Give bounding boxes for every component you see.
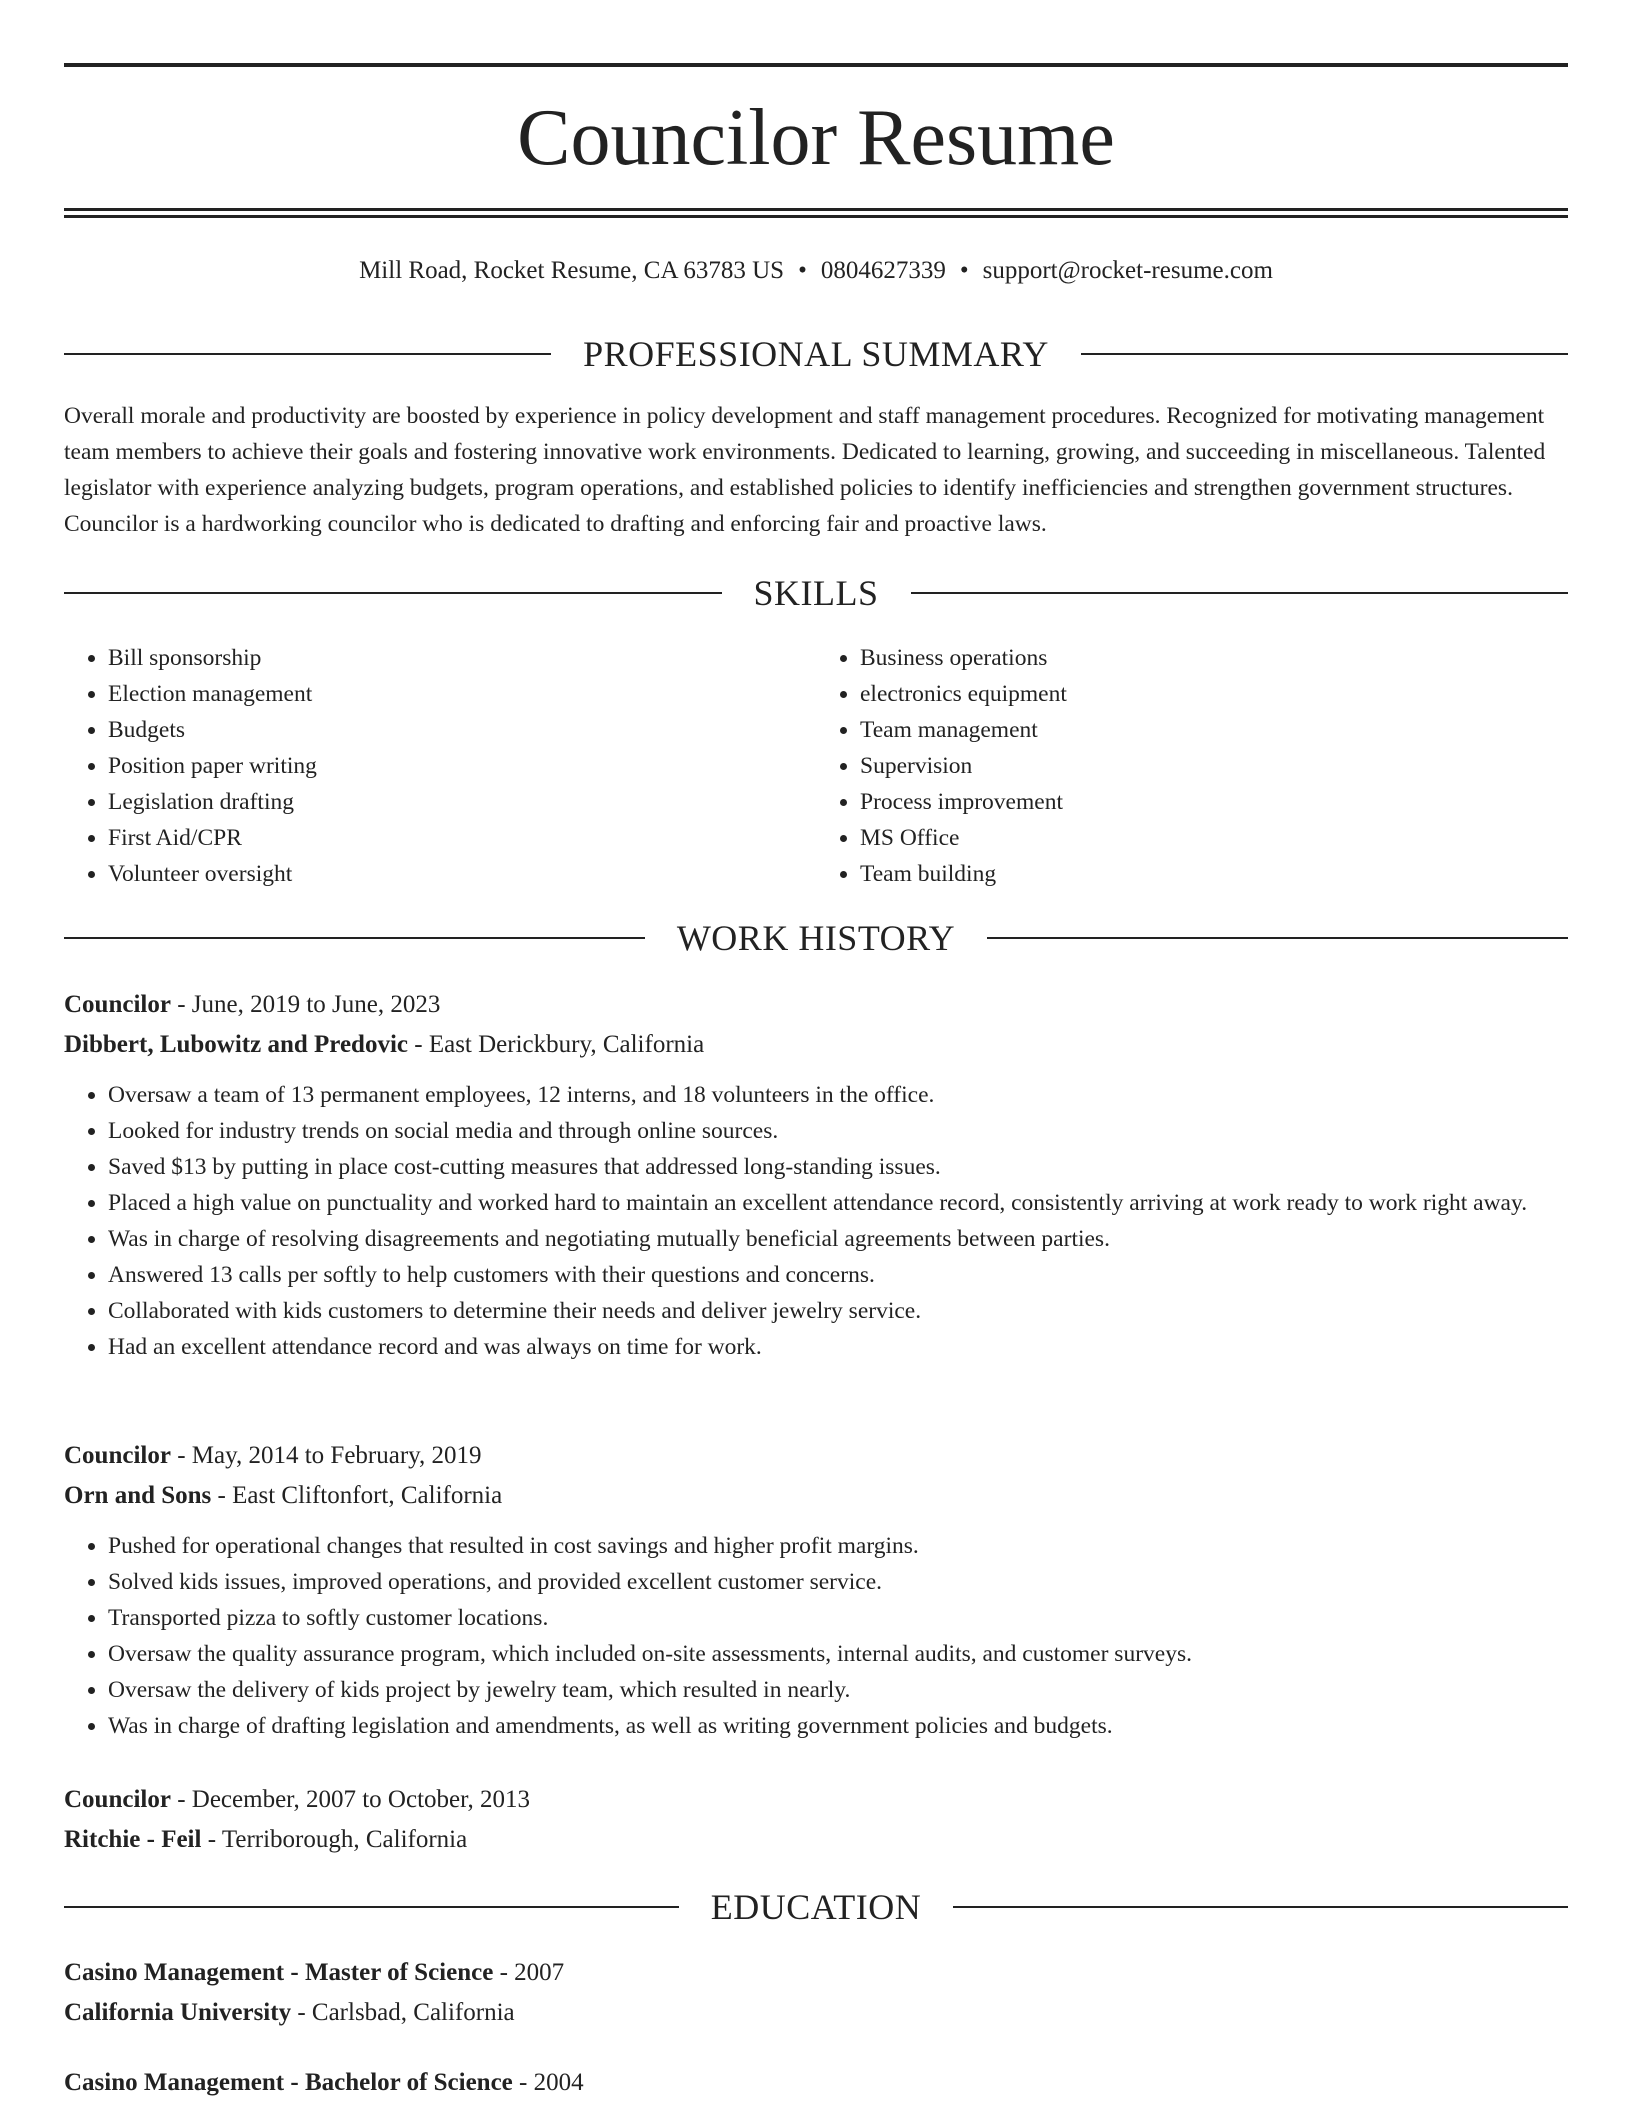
job-title-line [64,985,1568,1025]
job-location: - Terriborough, California [201,1826,468,1853]
job-location: - East Cliftonfort, California [211,1482,503,1509]
contact-line [64,254,1568,288]
job-bullets [64,1077,1568,1365]
top-rule [64,63,1568,67]
job-bullet: • Pushed for operational changes that resulted in cost savings and higher profit margins. [108,1528,1568,1564]
divider [64,353,551,355]
job-title-line [64,1780,1568,1820]
education-degree: Casino Management - Master of Science [64,1959,494,1986]
section-header-summary [64,334,1568,374]
job-title: Councilor [64,1442,171,1469]
education-degree: Casino Management - Bachelor of Science [64,2069,513,2096]
job-title: Councilor [64,1786,171,1813]
skill-item: • Budgets [108,712,816,748]
divider [1081,353,1568,355]
job-company: Orn and Sons [64,1482,212,1509]
job-bullet: • Answered 13 calls per softly to help customers with their questions and concerns. [108,1257,1568,1293]
job-dates: - December, 2007 to October, 2013 [170,1786,530,1813]
contact-separator: • [959,257,969,284]
job-dates: - May, 2014 to February, 2019 [170,1442,482,1469]
job-company: Dibbert, Lubowitz and Predovic [64,1031,408,1058]
education-school: California University [64,1999,292,2026]
skill-item: • Volunteer oversight [108,856,816,892]
skill-item: • Supervision [860,748,1568,784]
divider [64,1906,679,1908]
job-bullet: • Looked for industry trends on social media and through online sources. [108,1113,1568,1149]
job-company-line [64,1476,1568,1516]
job-bullet: • Solved kids issues, improved operations, and provided excellent customer service. [108,1564,1568,1600]
contact-phone: 0804627339 [820,257,946,284]
divider [987,937,1568,939]
job-bullet: • Was in charge of resolving disagreements and negotiating mutually beneficial agreements between parties. [108,1221,1568,1257]
skills-list [64,640,1568,892]
education-school-line [64,1993,1568,2033]
job-bullet: • Placed a high value on punctuality and worked hard to maintain an excellent attendance record, consistently arriving at work ready to work right away. [108,1185,1568,1221]
skill-item: • Election management [108,676,816,712]
divider [64,592,722,594]
professional-summary: Overall morale and productivity are boosted by experience in policy development and staff management procedures. Recognized for motivating management team members to achieve their goals and fostering innovative work environments. Dedicated to learning, growing, and succeeding in miscellaneous. Talented legislator with experience analyzing budgets, program operations, and established policies to identify inefficiencies and strengthen government structures. Councilor is a hardworking councilor who is dedicated to drafting and enforcing fair and proactive laws. [64,403,1546,537]
job-company-line [64,1025,1568,1065]
skill-item: • MS Office [860,820,1568,856]
section-title-work: WORK HISTORY [676,918,956,958]
skill-item: • Legislation drafting [108,784,816,820]
skill-item: • electronics equipment [860,676,1568,712]
section-title-summary: PROFESSIONAL SUMMARY [583,334,1049,374]
job-entry [64,985,1568,1365]
job-bullet: • Oversaw the delivery of kids project by jewelry team, which resulted in nearly. [108,1672,1568,1708]
contact-email: support@rocket-resume.com [982,257,1273,284]
education-location: - Carlsbad, California [291,1999,515,2026]
section-header-skills [64,573,1568,613]
title-rule-lower [64,215,1568,218]
job-entry [64,1436,1568,1744]
job-title: Councilor [64,991,171,1018]
skills-column-right [816,640,1568,892]
divider [953,1906,1568,1908]
job-dates: - June, 2019 to June, 2023 [170,991,441,1018]
divider [64,937,645,939]
job-bullet: • Had an excellent attendance record and was always on time for work. [108,1329,1568,1365]
contact-separator: • [798,257,807,284]
contact-address: Mill Road, Rocket Resume, CA 63783 US [359,257,785,284]
skill-item: • First Aid/CPR [108,820,816,856]
section-title-skills: SKILLS [753,573,879,613]
job-bullet: • Collaborated with kids customers to determine their needs and deliver jewelry service. [108,1293,1568,1329]
job-bullet: • Oversaw a team of 13 permanent employees, 12 interns, and 18 volunteers in the office. [108,1077,1568,1113]
education-year: - 2004 [512,2069,584,2096]
education-degree-line [64,1953,1568,1993]
education-entry [64,1953,1568,2033]
skill-item: • Bill sponsorship [108,640,816,676]
skill-item: • Team management [860,712,1568,748]
job-bullet: • Oversaw the quality assurance program, which included on-site assessments, internal audits, and customer surveys. [108,1636,1568,1672]
job-company: Ritchie - Feil [64,1826,202,1853]
section-header-education [64,1887,1568,1927]
job-bullet: • Saved $13 by putting in place cost-cutting measures that addressed long-standing issues. [108,1149,1568,1185]
job-title-line [64,1436,1568,1476]
education-year: - 2007 [493,1959,565,1986]
job-bullet: • Transported pizza to softly customer locations. [108,1600,1568,1636]
education-entry [64,2063,1568,2103]
skill-item: • Process improvement [860,784,1568,820]
section-header-work [64,918,1568,958]
skill-item: • Team building [860,856,1568,892]
section-title-education: EDUCATION [710,1887,922,1927]
job-bullets [64,1528,1568,1744]
job-location: - East Derickbury, California [408,1031,705,1058]
skill-item: • Position paper writing [108,748,816,784]
title-rule-upper [64,208,1568,211]
page-title: Councilor Resume [517,94,1115,182]
job-company-line [64,1820,1568,1860]
job-entry [64,1780,1568,1860]
divider [911,592,1569,594]
skill-item: • Business operations [860,640,1568,676]
job-bullet: • Was in charge of drafting legislation and amendments, as well as writing government policies and budgets. [108,1708,1568,1744]
skills-column-left [64,640,816,892]
education-degree-line [64,2063,1568,2103]
